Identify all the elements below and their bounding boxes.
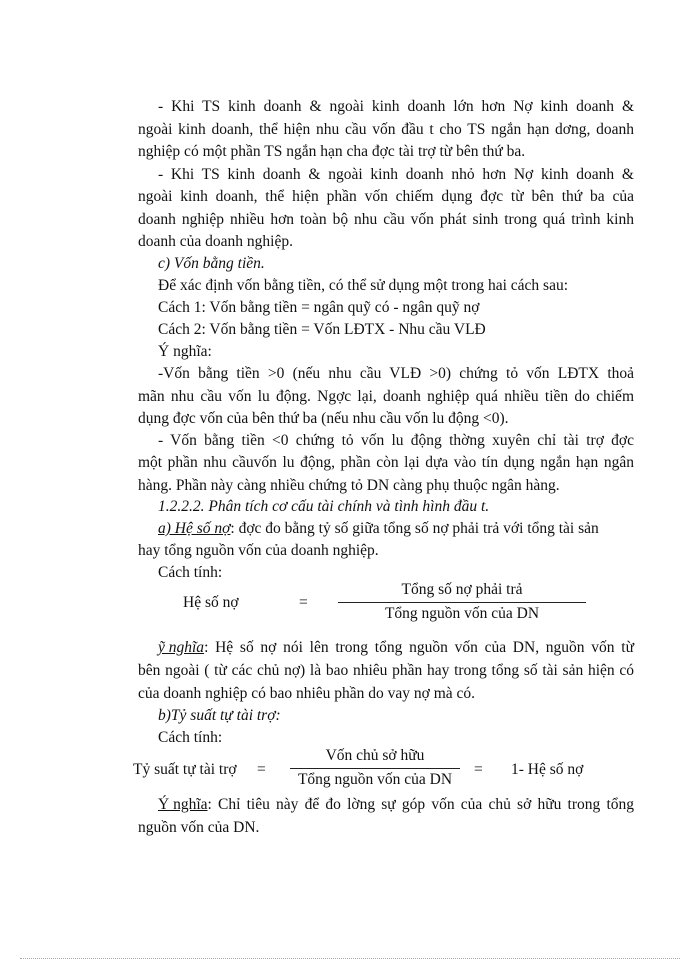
paragraph-line: nghiệp có một phần TS ngắn hạn cha đợc tài trợ từ bên thứ ba.	[138, 143, 526, 160]
calc-label: Cách tính:	[158, 729, 223, 746]
a-label: a) Hệ số nợ	[158, 520, 231, 537]
paragraph-line: một phần nhu cầuvốn lu động, phần còn lại dựa vào tín dụng ngắn hạn ngân	[138, 454, 634, 471]
paragraph-line: dụng đợc vốn của bên thứ ba (nếu nhu cầu vốn lu động <0).	[138, 410, 509, 427]
meaning-label: Ý nghĩa:	[158, 343, 212, 360]
paragraph-line: hay tổng nguồn vốn của doanh nghiệp.	[138, 542, 379, 559]
section-heading: b)Tỷ suất tự tài trợ:	[158, 707, 281, 724]
a-rest: : đợc đo bằng tỷ số giữa tổng số nợ phải trả với tổng tài sản	[230, 520, 599, 537]
formula-equals: =	[257, 761, 266, 778]
formula-equals: =	[474, 761, 483, 778]
formula-name: Tỷ suất tự tài trợ	[133, 761, 237, 778]
meaning-label: Ý nghĩa	[158, 796, 208, 813]
paragraph-line: doanh của doanh nghiệp.	[138, 233, 293, 250]
fraction-bar	[290, 768, 460, 769]
paragraph-line: nguồn vốn của DN.	[138, 819, 260, 836]
section-heading: c) Vốn bằng tiền.	[158, 255, 265, 272]
paragraph-line: - Vốn bằng tiền <0 chứng tỏ vốn lu động thờng xuyên chỉ tài trợ đợc	[158, 432, 634, 449]
paragraph-line: - Khi TS kinh doanh & ngoài kinh doanh nhỏ hơn Nợ kinh doanh &	[158, 166, 634, 183]
paragraph-line	[158, 795, 634, 815]
paragraph-line: ngoài kinh doanh, thể hiện phần vốn chiếm dụng đợc từ bên thứ ba của	[138, 188, 634, 205]
method-line: Cách 2: Vốn bằng tiền = Vốn LĐTX - Nhu cầu VLĐ	[158, 321, 486, 338]
paragraph-line: hàng. Phần này càng nhiều chứng tỏ DN càng phụ thuộc ngân hàng.	[138, 477, 560, 494]
paragraph-line: Để xác định vốn bằng tiền, có thể sử dụng một trong hai cách sau:	[158, 277, 569, 294]
paragraph-line: - Khi TS kinh doanh & ngoài kinh doanh lớn hơn Nợ kinh doanh &	[158, 98, 634, 115]
meaning-label: ỹ nghĩa	[158, 639, 205, 656]
paragraph-line: -Vốn bằng tiền >0 (nếu nhu cầu VLĐ >0) chứng tỏ vốn LĐTX thoả	[158, 365, 634, 382]
method-line: Cách 1: Vốn bằng tiền = ngân quỹ có - ngân quỹ nợ	[158, 299, 480, 316]
paragraph-line: của doanh nghiệp có bao nhiêu phần do vay nợ mà có.	[138, 685, 476, 702]
paragraph-line: doanh nghiệp nhiều hơn toàn bộ nhu cầu vốn phát sinh trong quá trình kinh	[138, 211, 634, 228]
formula-denominator: Tổng nguồn vốn của DN	[384, 605, 540, 622]
formula-rhs: 1- Hệ số nợ	[511, 761, 584, 778]
paragraph-line: mãn nhu cầu vốn lu động. Ngợc lại, doanh nghiệp quá nhiều tiền do chiếm	[138, 388, 634, 405]
paragraph-line: ngoài kinh doanh, thể hiện nhu cầu vốn đầu t cho TS ngắn hạn dơng, doanh	[138, 121, 634, 138]
calc-label: Cách tính:	[158, 564, 223, 581]
paragraph-line	[158, 519, 634, 539]
formula-numerator: Vốn chủ sở hữu	[325, 747, 425, 764]
paragraph-line	[158, 638, 634, 658]
formula-name: Hệ số nợ	[183, 594, 239, 611]
fraction-bar	[338, 602, 586, 603]
meaning-rest: : Hệ số nợ nói lên trong tổng nguồn vốn của DN, nguồn vốn từ	[204, 639, 634, 656]
formula-equals: =	[299, 594, 308, 611]
subsection-heading: 1.2.2.2. Phân tích cơ cấu tài chính và tình hình đầu t.	[158, 498, 490, 515]
meaning-rest: : Chỉ tiêu này để đo lờng sự góp vốn của chủ sở hữu trong tổng	[207, 796, 634, 813]
formula-numerator: Tổng số nợ phải trả	[401, 581, 523, 598]
paragraph-line: bên ngoài ( từ các chủ nợ) là bao nhiêu phần hay trong tổng số tài sản hiện có	[138, 662, 634, 679]
page-bottom-divider	[20, 958, 680, 959]
formula-denominator: Tổng nguồn vốn của DN	[297, 771, 453, 788]
